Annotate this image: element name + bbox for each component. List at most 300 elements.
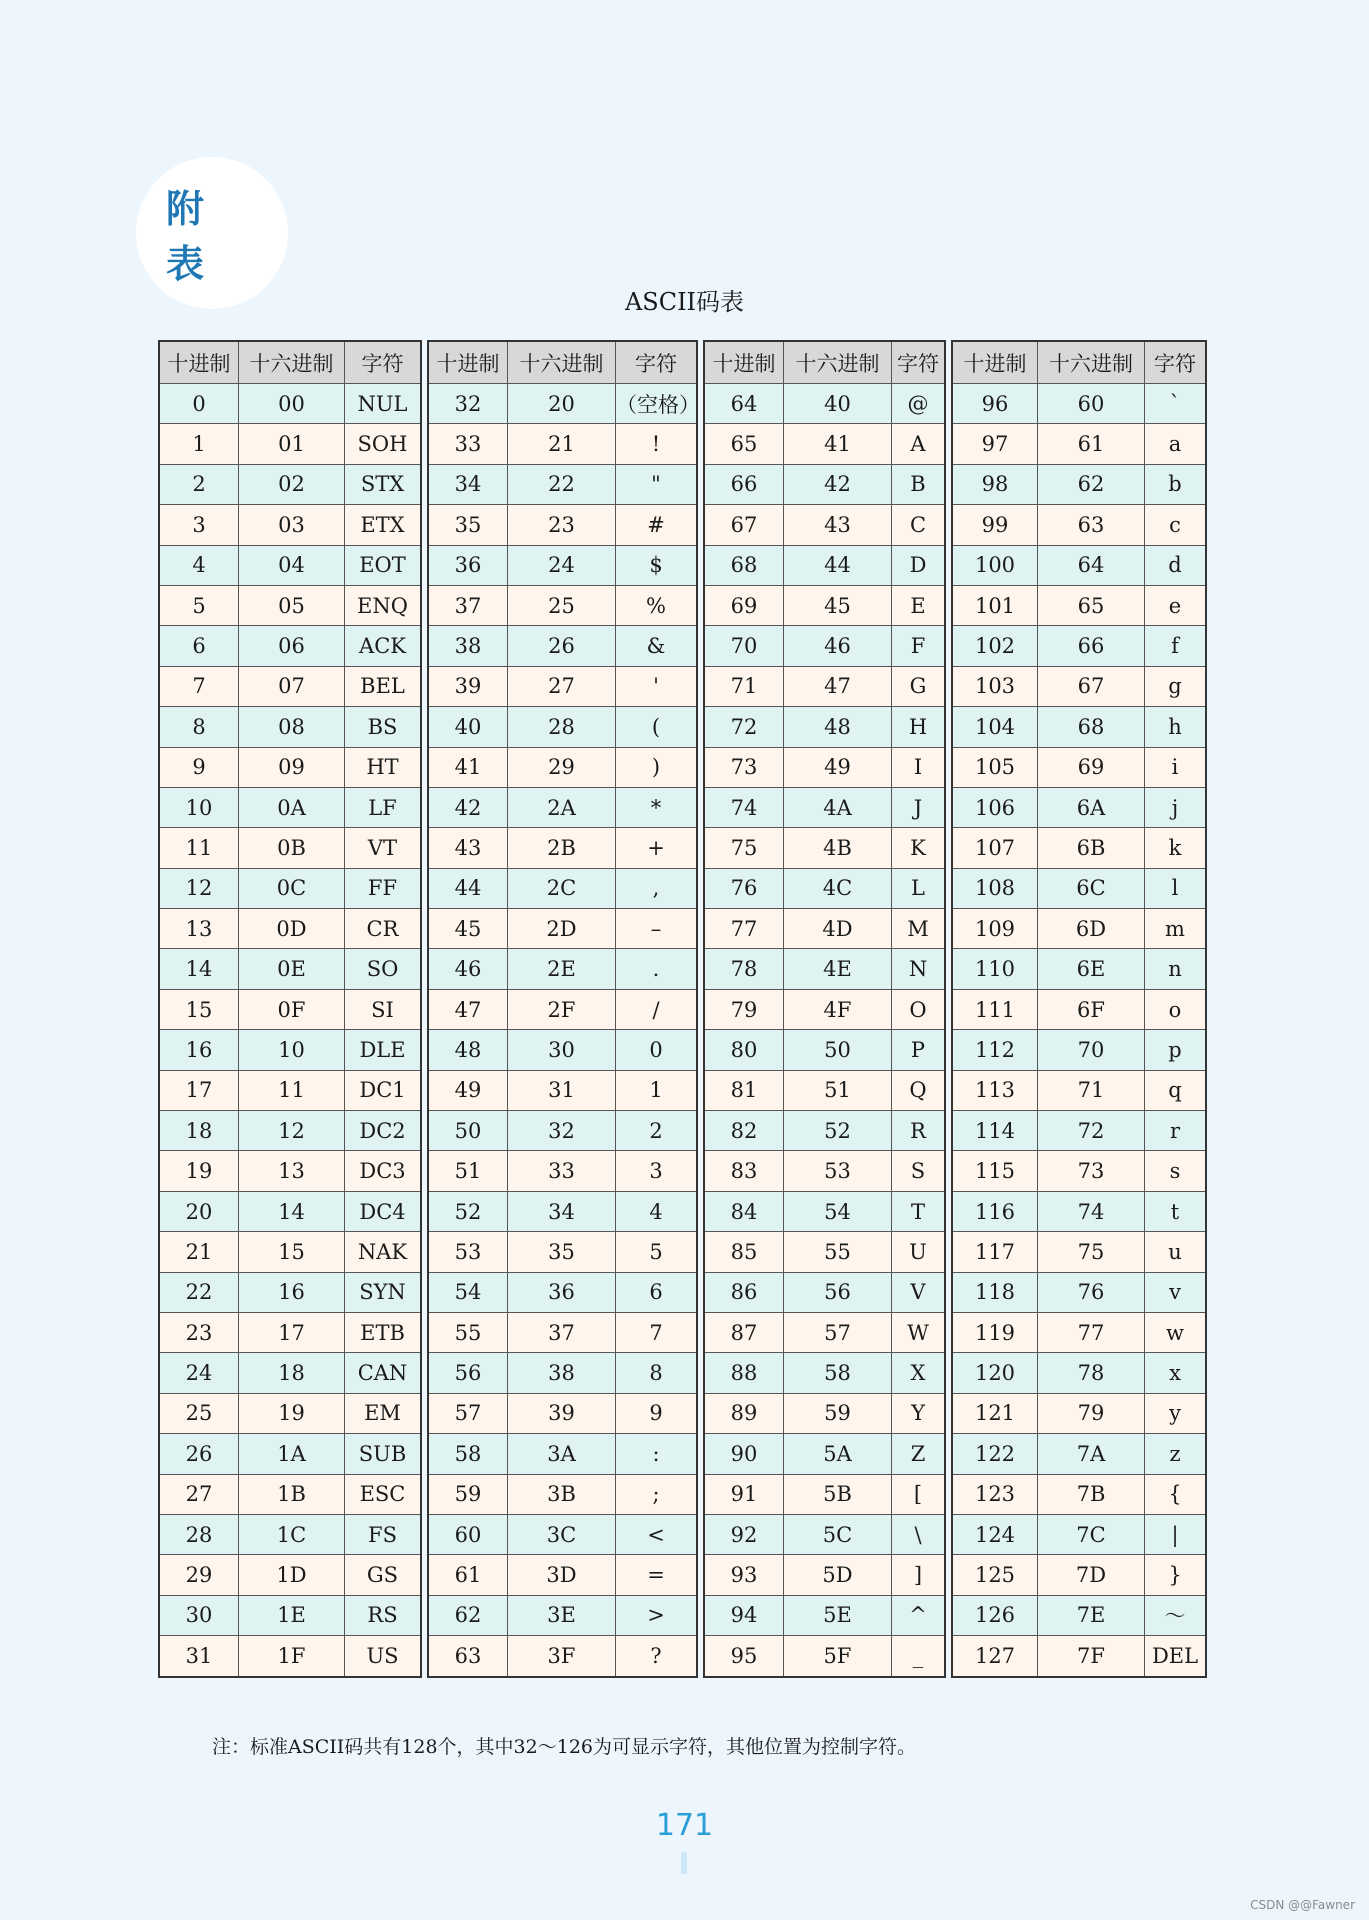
cell-dec: 118	[952, 1272, 1038, 1312]
table-row	[952, 505, 1206, 545]
cell-dec: 90	[704, 1434, 784, 1474]
cell-dec: 6	[159, 626, 239, 666]
cell-hex: 5B	[784, 1474, 892, 1514]
cell-chr: `	[1145, 384, 1207, 424]
table-row	[159, 1434, 421, 1474]
cell-dec: 63	[428, 1636, 508, 1677]
table-row	[159, 1555, 421, 1595]
table-row	[952, 707, 1206, 747]
cell-hex: 20	[508, 384, 616, 424]
cell-chr: DC2	[345, 1111, 422, 1151]
cell-chr: ?	[616, 1636, 698, 1677]
cell-dec: 76	[704, 868, 784, 908]
cell-hex: 5E	[784, 1595, 892, 1635]
cell-dec: 97	[952, 424, 1038, 464]
cell-hex: 27	[508, 666, 616, 706]
cell-dec: 96	[952, 384, 1038, 424]
cell-dec: 105	[952, 747, 1038, 787]
cell-dec: 119	[952, 1312, 1038, 1352]
cell-dec: 88	[704, 1353, 784, 1393]
cell-hex: 48	[784, 707, 892, 747]
table-row	[428, 505, 697, 545]
cell-chr: 3	[616, 1151, 698, 1191]
cell-chr: BEL	[345, 666, 422, 706]
cell-dec: 56	[428, 1353, 508, 1393]
cell-chr: t	[1145, 1191, 1207, 1231]
cell-dec: 89	[704, 1393, 784, 1433]
cell-chr: w	[1145, 1312, 1207, 1352]
column-header-hex: 十六进制	[239, 341, 345, 384]
cell-chr: %	[616, 585, 698, 625]
cell-dec: 20	[159, 1191, 239, 1231]
cell-chr: H	[892, 707, 946, 747]
table-row	[952, 1232, 1206, 1272]
cell-hex: 0B	[239, 828, 345, 868]
cell-hex: 45	[784, 585, 892, 625]
cell-chr: 7	[616, 1312, 698, 1352]
table-row	[704, 1434, 945, 1474]
cell-hex: 53	[784, 1151, 892, 1191]
cell-chr: FS	[345, 1514, 422, 1554]
cell-hex: 6B	[1038, 828, 1145, 868]
header-row	[159, 341, 421, 384]
cell-hex: 0E	[239, 949, 345, 989]
cell-hex: 5D	[784, 1555, 892, 1595]
table-row	[159, 787, 421, 827]
cell-chr: RS	[345, 1595, 422, 1635]
cell-chr: &	[616, 626, 698, 666]
cell-chr: –	[616, 909, 698, 949]
cell-dec: 2	[159, 464, 239, 504]
cell-dec: 100	[952, 545, 1038, 585]
cell-dec: 69	[704, 585, 784, 625]
table-row	[428, 1151, 697, 1191]
cell-chr: CR	[345, 909, 422, 949]
cell-hex: 50	[784, 1030, 892, 1070]
table-row	[428, 1070, 697, 1110]
cell-chr: 4	[616, 1191, 698, 1231]
table-row	[428, 1514, 697, 1554]
cell-hex: 21	[508, 424, 616, 464]
cell-dec: 19	[159, 1151, 239, 1191]
cell-dec: 28	[159, 1514, 239, 1554]
cell-hex: 06	[239, 626, 345, 666]
cell-chr: q	[1145, 1070, 1207, 1110]
cell-dec: 32	[428, 384, 508, 424]
ascii-block-2	[427, 340, 698, 1678]
cell-chr: *	[616, 787, 698, 827]
cell-chr: n	[1145, 949, 1207, 989]
cell-hex: 42	[784, 464, 892, 504]
cell-hex: 6A	[1038, 787, 1145, 827]
table-row	[704, 747, 945, 787]
table-row	[952, 909, 1206, 949]
cell-chr: 6	[616, 1272, 698, 1312]
cell-hex: 10	[239, 1030, 345, 1070]
cell-chr: （空格）	[616, 384, 698, 424]
cell-chr: SUB	[345, 1434, 422, 1474]
cell-chr: ENQ	[345, 585, 422, 625]
table-row	[428, 1272, 697, 1312]
cell-hex: 51	[784, 1070, 892, 1110]
table-row	[159, 1353, 421, 1393]
cell-hex: 2A	[508, 787, 616, 827]
cell-hex: 37	[508, 1312, 616, 1352]
table-row	[428, 626, 697, 666]
cell-hex: 70	[1038, 1030, 1145, 1070]
cell-hex: 2F	[508, 989, 616, 1029]
page-marker	[681, 1852, 687, 1874]
cell-hex: 31	[508, 1070, 616, 1110]
table-row	[704, 626, 945, 666]
cell-dec: 54	[428, 1272, 508, 1312]
table-row	[704, 1312, 945, 1352]
cell-chr: e	[1145, 585, 1207, 625]
table-row	[952, 868, 1206, 908]
cell-dec: 13	[159, 909, 239, 949]
table-row	[428, 666, 697, 706]
cell-chr: j	[1145, 787, 1207, 827]
cell-hex: 1F	[239, 1636, 345, 1677]
cell-dec: 81	[704, 1070, 784, 1110]
table-row	[159, 909, 421, 949]
cell-chr: J	[892, 787, 946, 827]
cell-hex: 0C	[239, 868, 345, 908]
cell-dec: 12	[159, 868, 239, 908]
cell-dec: 112	[952, 1030, 1038, 1070]
table-row	[704, 1151, 945, 1191]
cell-hex: 72	[1038, 1111, 1145, 1151]
cell-hex: 11	[239, 1070, 345, 1110]
cell-hex: 5C	[784, 1514, 892, 1554]
cell-hex: 78	[1038, 1353, 1145, 1393]
cell-chr: Y	[892, 1393, 946, 1433]
cell-dec: 93	[704, 1555, 784, 1595]
cell-dec: 67	[704, 505, 784, 545]
cell-dec: 87	[704, 1312, 784, 1352]
cell-dec: 43	[428, 828, 508, 868]
cell-chr: =	[616, 1555, 698, 1595]
table-row	[704, 1111, 945, 1151]
cell-hex: 57	[784, 1312, 892, 1352]
table-row	[952, 1272, 1206, 1312]
table-row	[704, 1474, 945, 1514]
cell-dec: 4	[159, 545, 239, 585]
cell-dec: 86	[704, 1272, 784, 1312]
cell-hex: 44	[784, 545, 892, 585]
cell-hex: 00	[239, 384, 345, 424]
table-row	[952, 1636, 1206, 1677]
cell-hex: 52	[784, 1111, 892, 1151]
cell-chr: x	[1145, 1353, 1207, 1393]
column-header-dec: 十进制	[952, 341, 1038, 384]
cell-chr: a	[1145, 424, 1207, 464]
cell-dec: 16	[159, 1030, 239, 1070]
table-row	[704, 1232, 945, 1272]
cell-dec: 37	[428, 585, 508, 625]
table-row	[428, 1636, 697, 1677]
cell-dec: 94	[704, 1595, 784, 1635]
cell-chr: S	[892, 1151, 946, 1191]
cell-dec: 75	[704, 828, 784, 868]
cell-hex: 6F	[1038, 989, 1145, 1029]
cell-hex: 54	[784, 1191, 892, 1231]
table-row	[428, 585, 697, 625]
cell-dec: 44	[428, 868, 508, 908]
cell-dec: 27	[159, 1474, 239, 1514]
cell-dec: 103	[952, 666, 1038, 706]
cell-hex: 76	[1038, 1272, 1145, 1312]
table-row	[952, 585, 1206, 625]
cell-dec: 78	[704, 949, 784, 989]
cell-dec: 60	[428, 1514, 508, 1554]
cell-hex: 34	[508, 1191, 616, 1231]
cell-dec: 110	[952, 949, 1038, 989]
cell-dec: 72	[704, 707, 784, 747]
table-row	[704, 949, 945, 989]
cell-chr: DC4	[345, 1191, 422, 1231]
table-row	[428, 989, 697, 1029]
table-row	[159, 1514, 421, 1554]
cell-chr: +	[616, 828, 698, 868]
table-row	[428, 868, 697, 908]
table-row	[159, 545, 421, 585]
cell-dec: 41	[428, 747, 508, 787]
cell-hex: 74	[1038, 1191, 1145, 1231]
cell-chr: :	[616, 1434, 698, 1474]
cell-dec: 77	[704, 909, 784, 949]
cell-hex: 5A	[784, 1434, 892, 1474]
cell-hex: 46	[784, 626, 892, 666]
cell-dec: 10	[159, 787, 239, 827]
cell-chr: BS	[345, 707, 422, 747]
cell-chr: ;	[616, 1474, 698, 1514]
table-row	[704, 1595, 945, 1635]
cell-chr: g	[1145, 666, 1207, 706]
cell-hex: 19	[239, 1393, 345, 1433]
cell-hex: 07	[239, 666, 345, 706]
column-header-chr: 字符	[616, 341, 698, 384]
cell-chr: (	[616, 707, 698, 747]
table-row	[952, 1151, 1206, 1191]
cell-dec: 46	[428, 949, 508, 989]
cell-chr: US	[345, 1636, 422, 1677]
cell-chr: ETB	[345, 1312, 422, 1352]
column-header-hex: 十六进制	[508, 341, 616, 384]
cell-dec: 17	[159, 1070, 239, 1110]
cell-dec: 98	[952, 464, 1038, 504]
cell-chr: CAN	[345, 1353, 422, 1393]
cell-chr: 8	[616, 1353, 698, 1393]
cell-hex: 73	[1038, 1151, 1145, 1191]
table-row	[159, 505, 421, 545]
cell-dec: 57	[428, 1393, 508, 1433]
table-row	[159, 1595, 421, 1635]
cell-chr: l	[1145, 868, 1207, 908]
cell-dec: 8	[159, 707, 239, 747]
cell-chr: E	[892, 585, 946, 625]
cell-chr: o	[1145, 989, 1207, 1029]
cell-hex: 2D	[508, 909, 616, 949]
table-row	[159, 868, 421, 908]
cell-dec: 48	[428, 1030, 508, 1070]
cell-chr: /	[616, 989, 698, 1029]
cell-chr: O	[892, 989, 946, 1029]
cell-chr: SOH	[345, 424, 422, 464]
cell-dec: 83	[704, 1151, 784, 1191]
column-header-chr: 字符	[345, 341, 422, 384]
cell-chr: y	[1145, 1393, 1207, 1433]
footnote: 注：标准ASCII码共有128个，其中32～126为可显示字符，其他位置为控制字符。	[212, 1736, 916, 1758]
cell-hex: 09	[239, 747, 345, 787]
cell-chr: 5	[616, 1232, 698, 1272]
table-row	[952, 949, 1206, 989]
cell-chr: "	[616, 464, 698, 504]
cell-dec: 45	[428, 909, 508, 949]
table-row	[159, 1312, 421, 1352]
cell-hex: 56	[784, 1272, 892, 1312]
cell-hex: 1B	[239, 1474, 345, 1514]
cell-chr: DC1	[345, 1070, 422, 1110]
cell-chr: 9	[616, 1393, 698, 1433]
cell-chr: '	[616, 666, 698, 706]
table-row	[428, 909, 697, 949]
cell-chr: R	[892, 1111, 946, 1151]
table-row	[159, 707, 421, 747]
cell-chr: D	[892, 545, 946, 585]
cell-hex: 71	[1038, 1070, 1145, 1110]
cell-dec: 52	[428, 1191, 508, 1231]
cell-hex: 7A	[1038, 1434, 1145, 1474]
cell-hex: 7D	[1038, 1555, 1145, 1595]
cell-hex: 22	[508, 464, 616, 504]
cell-hex: 7C	[1038, 1514, 1145, 1554]
cell-chr: NAK	[345, 1232, 422, 1272]
header-row	[952, 341, 1206, 384]
cell-dec: 108	[952, 868, 1038, 908]
cell-hex: 29	[508, 747, 616, 787]
cell-hex: 4A	[784, 787, 892, 827]
cell-dec: 64	[704, 384, 784, 424]
cell-dec: 120	[952, 1353, 1038, 1393]
cell-hex: 7F	[1038, 1636, 1145, 1677]
cell-chr: )	[616, 747, 698, 787]
table-row	[159, 1474, 421, 1514]
table-row	[952, 1474, 1206, 1514]
cell-hex: 64	[1038, 545, 1145, 585]
cell-chr: U	[892, 1232, 946, 1272]
table-row	[704, 585, 945, 625]
cell-chr: >	[616, 1595, 698, 1635]
cell-hex: 59	[784, 1393, 892, 1433]
cell-dec: 38	[428, 626, 508, 666]
cell-dec: 126	[952, 1595, 1038, 1635]
table-row	[952, 1514, 1206, 1554]
cell-hex: 4D	[784, 909, 892, 949]
table-row	[704, 1191, 945, 1231]
table-row	[159, 1151, 421, 1191]
cell-chr: #	[616, 505, 698, 545]
table-row	[428, 747, 697, 787]
cell-dec: 104	[952, 707, 1038, 747]
table-row	[428, 1111, 697, 1151]
table-row	[428, 828, 697, 868]
table-row	[952, 1030, 1206, 1070]
cell-dec: 61	[428, 1555, 508, 1595]
table-row	[952, 1595, 1206, 1635]
table-row	[159, 585, 421, 625]
cell-chr: C	[892, 505, 946, 545]
ascii-table	[158, 340, 1207, 1678]
table-row	[159, 747, 421, 787]
table-row	[159, 384, 421, 424]
table-row	[952, 1111, 1206, 1151]
table-row	[428, 1191, 697, 1231]
cell-hex: 1D	[239, 1555, 345, 1595]
cell-dec: 70	[704, 626, 784, 666]
cell-dec: 14	[159, 949, 239, 989]
cell-chr: F	[892, 626, 946, 666]
cell-hex: 1C	[239, 1514, 345, 1554]
cell-dec: 71	[704, 666, 784, 706]
cell-hex: 1A	[239, 1434, 345, 1474]
cell-hex: 14	[239, 1191, 345, 1231]
cell-dec: 116	[952, 1191, 1038, 1231]
cell-hex: 49	[784, 747, 892, 787]
cell-hex: 62	[1038, 464, 1145, 504]
table-row	[428, 707, 697, 747]
cell-hex: 67	[1038, 666, 1145, 706]
table-row	[952, 1353, 1206, 1393]
cell-hex: 16	[239, 1272, 345, 1312]
column-header-dec: 十进制	[428, 341, 508, 384]
cell-hex: 3C	[508, 1514, 616, 1554]
cell-hex: 36	[508, 1272, 616, 1312]
cell-chr: v	[1145, 1272, 1207, 1312]
cell-hex: 05	[239, 585, 345, 625]
cell-dec: 30	[159, 1595, 239, 1635]
cell-hex: 0F	[239, 989, 345, 1029]
cell-hex: 03	[239, 505, 345, 545]
column-header-dec: 十进制	[159, 341, 239, 384]
cell-dec: 102	[952, 626, 1038, 666]
table-row	[428, 1555, 697, 1595]
cell-dec: 25	[159, 1393, 239, 1433]
cell-chr: \	[892, 1514, 946, 1554]
table-row	[428, 424, 697, 464]
cell-dec: 109	[952, 909, 1038, 949]
table-row	[428, 1393, 697, 1433]
cell-hex: 41	[784, 424, 892, 464]
appendix-label: 附 表	[166, 187, 235, 286]
cell-dec: 95	[704, 1636, 784, 1677]
cell-hex: 7B	[1038, 1474, 1145, 1514]
cell-hex: 6C	[1038, 868, 1145, 908]
cell-chr: ACK	[345, 626, 422, 666]
table-row	[704, 909, 945, 949]
ascii-block-4	[951, 340, 1207, 1678]
cell-dec: 59	[428, 1474, 508, 1514]
cell-chr: V	[892, 1272, 946, 1312]
cell-hex: 26	[508, 626, 616, 666]
cell-chr: HT	[345, 747, 422, 787]
cell-dec: 47	[428, 989, 508, 1029]
cell-chr: 1	[616, 1070, 698, 1110]
cell-hex: 69	[1038, 747, 1145, 787]
table-row	[952, 1555, 1206, 1595]
cell-chr: z	[1145, 1434, 1207, 1474]
cell-chr: ～	[1145, 1595, 1207, 1635]
